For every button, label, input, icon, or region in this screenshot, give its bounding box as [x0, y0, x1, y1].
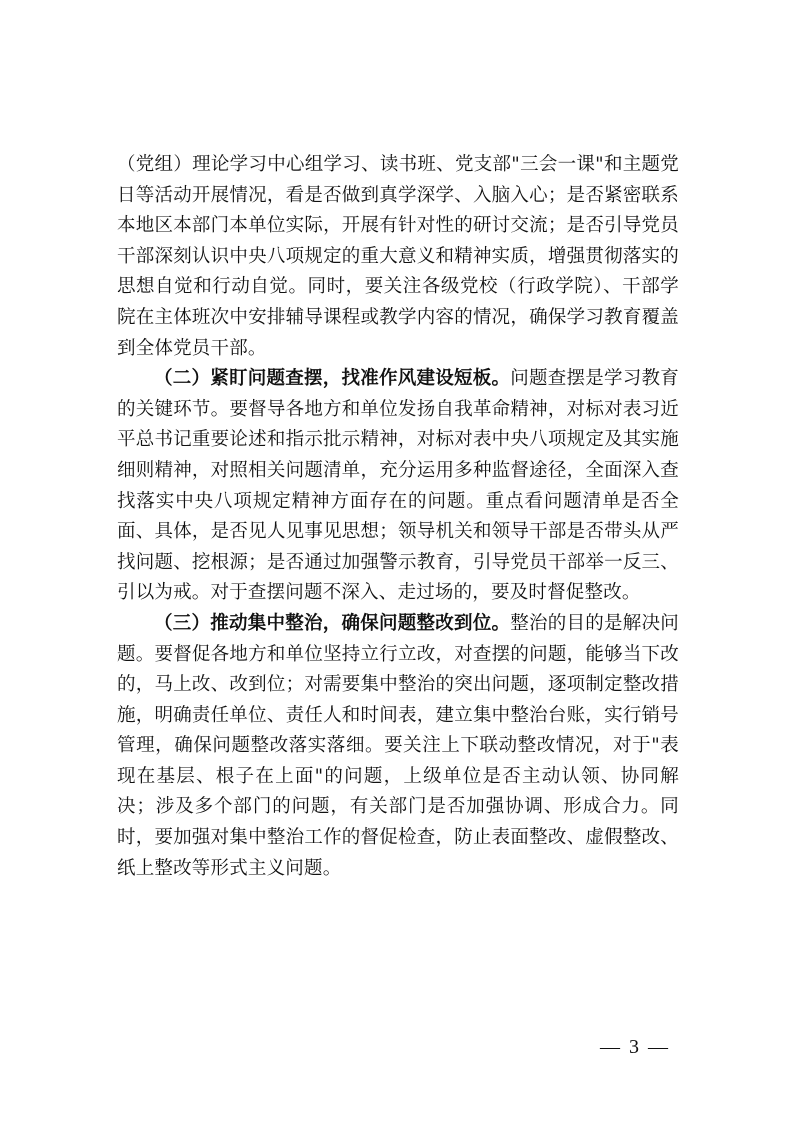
- paragraph-3-heading: （三）推动集中整治，确保问题整改到位。: [154, 612, 511, 634]
- page-number: — 3 —: [600, 1036, 670, 1058]
- paragraph-1-text: （党组）理论学习中心组学习、读书班、党支部"三会一课"和主题党日等活动开展情况，看是否做到真学深学、入脑入心；是否紧密联系本地区本部门本单位实际，开展有针对性的研讨交流；是否引导党员干部深刻认识中央八项规定的重大意义和精神实质，增强贯彻落实的思想自觉和行动自觉。同时，要关注各级党校（行政学院）、干部学院在主体班次中安排辅导课程或教学内容的情况，确保学习教育覆盖到全体党员干部。: [117, 154, 679, 359]
- paragraph-3: [117, 609, 679, 884]
- document-body: [117, 150, 679, 884]
- paragraph-2-text: 问题查摆是学习教育的关键环节。要督导各地方和单位发扬自我革命精神，对标对表习近平总书记重要论述和指示批示精神，对标对表中央八项规定及其实施细则精神，对照相关问题清单，充分运用多种监督途径，全面深入查找落实中央八项规定精神方面存在的问题。重点看问题清单是否全面、具体，是否见人见事见思想；领导机关和领导干部是否带头从严找问题、挖根源；是否通过加强警示教育，引导党员干部举一反三、引以为戒。对于查摆问题不深入、走过场的，要及时督促整改。: [117, 368, 679, 604]
- paragraph-2-heading: （二）紧盯问题查摆，找准作风建设短板。: [154, 368, 511, 390]
- paragraph-2: [117, 364, 679, 609]
- paragraph-1: [117, 150, 679, 364]
- paragraph-3-text: 整治的目的是解决问题。要督促各地方和单位坚持立行立改，对查摆的问题，能够当下改的，马上改、改到位；对需要集中整治的突出问题，逐项制定整改措施，明确责任单位、责任人和时间表，建立集中整治台账，实行销号管理，确保问题整改落实落细。要关注上下联动整改情况，对于"表现在基层、根子在上面"的问题，上级单位是否主动认领、协同解决；涉及多个部门的问题，有关部门是否加强协调、形成合力。同时，要加强对集中整治工作的督促检查，防止表面整改、虚假整改、纸上整改等形式主义问题。: [117, 612, 679, 879]
